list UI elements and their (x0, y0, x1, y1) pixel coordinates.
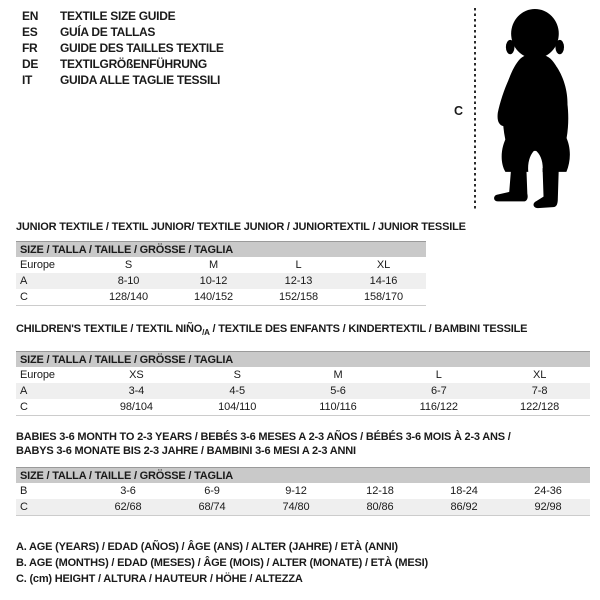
height-cell: 158/170 (363, 291, 404, 303)
row-label: Europe (20, 259, 55, 271)
age-cell: 9-12 (285, 485, 307, 498)
babies-title-line2: BABYS 3-6 MONATE BIS 2-3 JAHRE / BAMBINI 3-6 MESI A 2-3 ANNI (16, 445, 356, 458)
row-label: C (20, 401, 28, 414)
legend (16, 539, 600, 587)
babies-title-line1: BABIES 3-6 MONTH TO 2-3 YEARS / BEBÉS 3-6 MESES A 2-3 AÑOS / BÉBÉS 3-6 MOIS À 2-3 ANS / (16, 431, 511, 444)
height-cell: 140/152 (193, 291, 234, 303)
row-label: A (20, 275, 28, 287)
age-cell: 6-9 (204, 485, 220, 498)
measure-label-c: C (454, 104, 464, 118)
size-cell: XL (376, 259, 391, 271)
height-measure-dashed-line (474, 8, 476, 210)
size-cell: XL (532, 369, 547, 382)
age-cell: 3-4 (128, 385, 145, 398)
size-cell: L (295, 259, 302, 271)
height-cell: 110/116 (319, 401, 357, 414)
language-code: DE (22, 57, 39, 71)
children-title-main: CHILDREN'S TEXTILE / TEXTIL NIÑO (16, 323, 203, 335)
table-row-height (16, 399, 590, 415)
height-cell: 128/140 (108, 291, 149, 303)
height-cell: 104/110 (218, 401, 257, 414)
row-label: Europe (20, 369, 55, 382)
age-cell: 6-7 (430, 385, 447, 398)
table-row-age-months (16, 483, 590, 499)
age-cell: 24-36 (534, 485, 562, 498)
language-title: GUIDE DES TAILLES TEXTILE (60, 41, 224, 55)
height-cell: 86/92 (450, 501, 478, 514)
table-row-europe (16, 367, 590, 383)
height-cell: 152/158 (278, 291, 319, 303)
babies-section-title (16, 430, 600, 458)
children-size-table (16, 351, 590, 416)
language-title: GUÍA DE TALLAS (60, 25, 156, 39)
legend-line-a: A. AGE (YEARS) / EDAD (AÑOS) / ÂGE (ANS) / ALTER (JAHRE) / ETÀ (ANNI) (16, 541, 398, 554)
table-row-height (16, 289, 426, 305)
language-title: TEXTILE SIZE GUIDE (60, 9, 176, 23)
age-cell: 8-10 (117, 275, 140, 287)
babies-size-table (16, 467, 590, 516)
age-cell: 3-6 (120, 485, 136, 498)
size-header-row: SIZE / TALLA / TAILLE / GRÖSSE / TAGLIA (16, 351, 590, 367)
language-title: GUIDA ALLE TAGLIE TESSILI (60, 73, 221, 87)
size-cell: S (124, 259, 133, 271)
age-cell: 12-18 (366, 485, 394, 498)
size-cell: M (333, 369, 343, 382)
top-header-block (0, 0, 600, 214)
language-title: TEXTILGRÖßENFÜHRUNG (60, 57, 207, 71)
size-cell: S (233, 369, 241, 382)
height-cell: 98/104 (119, 401, 153, 414)
language-row-es (22, 24, 224, 40)
size-header-row: SIZE / TALLA / TAILLE / GRÖSSE / TAGLIA (16, 241, 426, 257)
height-cell: 80/86 (366, 501, 394, 514)
row-label: C (20, 291, 28, 303)
size-header-row: SIZE / TALLA / TAILLE / GRÖSSE / TAGLIA (16, 467, 590, 483)
legend-line-c: C. (cm) HEIGHT / ALTURA / HAUTEUR / HÖHE / ALTEZZA (16, 573, 303, 586)
size-cell: XS (129, 369, 144, 382)
age-cell: 7-8 (531, 385, 548, 398)
language-row-de (22, 56, 224, 72)
language-code: ES (22, 25, 38, 39)
language-code: FR (22, 41, 38, 55)
language-row-en (22, 8, 224, 24)
children-title-sub: /A (202, 328, 210, 338)
row-label: C (20, 501, 28, 514)
row-label: A (20, 385, 28, 398)
junior-size-table (16, 241, 426, 306)
age-cell: 18-24 (450, 485, 478, 498)
junior-section-title: JUNIOR TEXTILE / TEXTIL JUNIOR/ TEXTILE JUNIOR / JUNIORTEXTIL / JUNIOR TESSILE (16, 221, 466, 233)
height-cell: 92/98 (534, 501, 562, 514)
language-code: EN (22, 9, 39, 23)
height-cell: 74/80 (282, 501, 310, 514)
age-cell: 10-12 (199, 275, 228, 287)
age-cell: 4-5 (229, 385, 245, 398)
language-code: IT (22, 73, 33, 87)
table-row-age (16, 273, 426, 289)
toddler-silhouette-icon (484, 8, 584, 210)
height-cell: 62/68 (114, 501, 142, 514)
size-cell: L (435, 369, 442, 382)
age-cell: 5-6 (330, 385, 346, 398)
language-list (22, 8, 224, 88)
row-label: B (20, 485, 28, 498)
height-cell: 122/128 (520, 401, 560, 414)
age-cell: 12-13 (284, 275, 313, 287)
legend-line-b: B. AGE (MONTHS) / EDAD (MESES) / ÂGE (MOIS) / ALTER (MONATE) / ETÀ (MESI) (16, 557, 428, 570)
children-title-rest: / TEXTILE DES ENFANTS / KINDERTEXTIL / BAMBINI TESSILE (209, 323, 528, 335)
height-measure-figure (452, 6, 592, 212)
age-cell: 14-16 (369, 275, 398, 287)
table-row-europe (16, 257, 426, 273)
language-row-it (22, 72, 224, 88)
table-row-height (16, 499, 590, 515)
size-cell: M (208, 259, 219, 271)
table-row-age (16, 383, 590, 399)
height-cell: 116/122 (419, 401, 458, 414)
height-cell: 68/74 (198, 501, 226, 514)
language-row-fr (22, 40, 224, 56)
children-section-title (16, 322, 600, 340)
